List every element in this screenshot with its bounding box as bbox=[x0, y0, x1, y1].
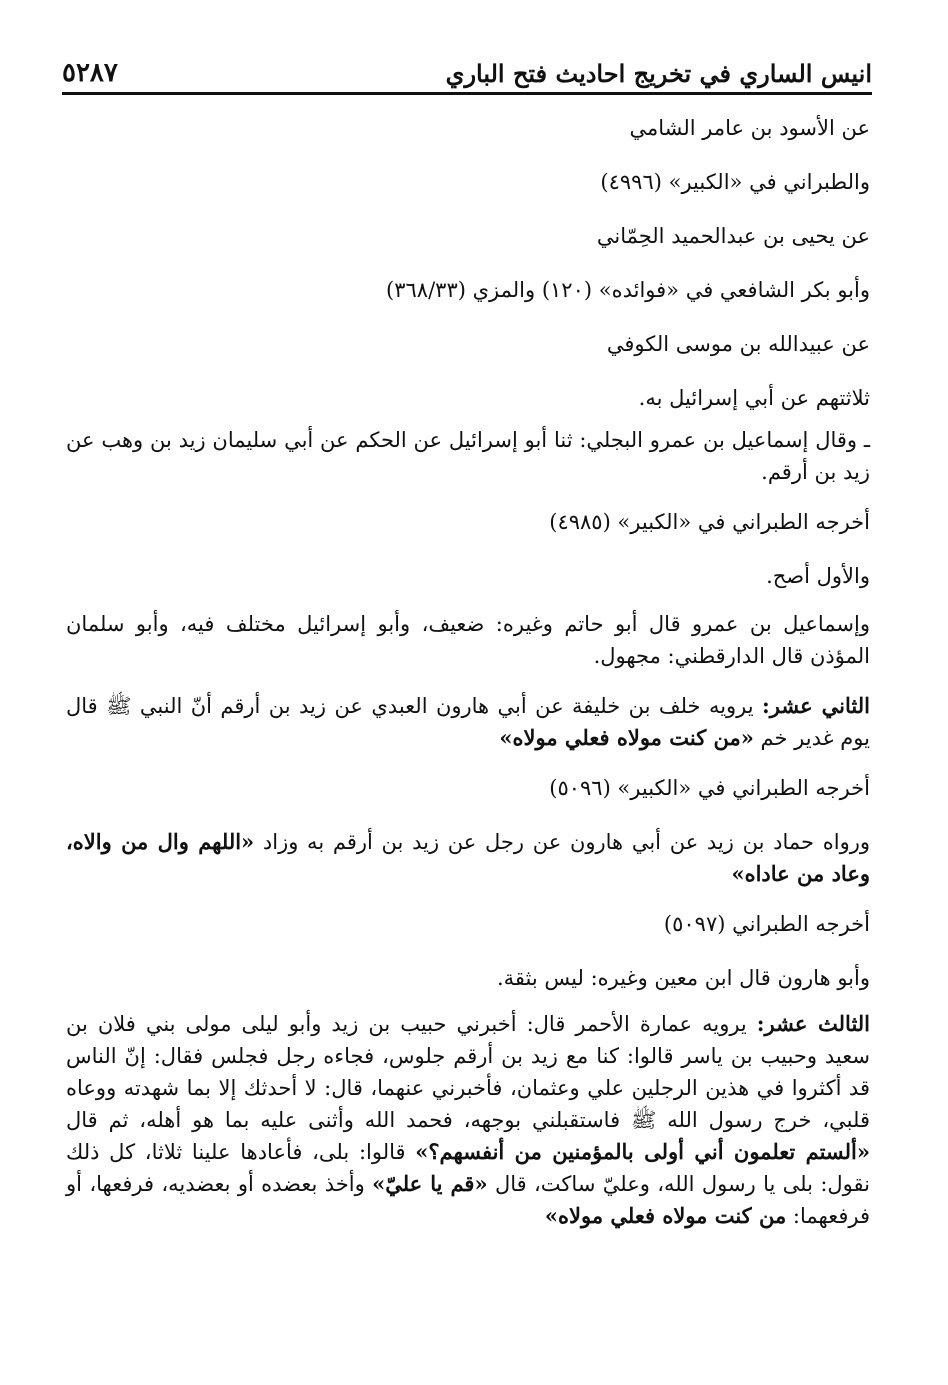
text-line: والطبراني في «الكبير» (٤٩٩٦) bbox=[600, 170, 870, 194]
hadith-quote: «من كنت مولاه فعلي مولاه» bbox=[499, 725, 754, 750]
section-thirteenth bbox=[66, 1008, 870, 1232]
paragraph-text: ورواه حماد بن زيد عن أبي هارون عن رجل عن زيد بن أرقم به وزاد bbox=[254, 830, 871, 854]
text-line: ثلاثتهم عن أبي إسرائيل به. bbox=[638, 386, 870, 410]
text-line: أخرجه الطبراني في «الكبير» (٥٠٩٦) bbox=[549, 776, 870, 800]
text-line: عن الأسود بن عامر الشامي bbox=[629, 116, 870, 140]
paragraph: ـ وقال إسماعيل بن عمرو البجلي: ثنا أبو إسرائيل عن الحكم عن أبي سليمان زيد بن وهب عن زيد بن أرقم. bbox=[66, 428, 870, 484]
text-line: عن عبيدالله بن موسى الكوفي bbox=[606, 332, 870, 356]
section-text: قالوا: بلى، فأعادها علينا ثلاثا، كل ذلك نقول: بلى يا رسول الله، وعليّ ساكت، قال bbox=[66, 1140, 870, 1196]
text-line: والأول أصح. bbox=[766, 564, 870, 588]
hadith-quote: من كنت مولاه فعلي مولاه» bbox=[544, 1203, 787, 1228]
section-twelfth bbox=[66, 690, 870, 754]
paragraph: وإسماعيل بن عمرو قال أبو حاتم وغيره: ضعيف، وأبو إسرائيل مختلف فيه، وأبو سلمان المؤذن قال الدارقطني: مجهول. bbox=[66, 612, 870, 668]
text-line: أخرجه الطبراني في «الكبير» (٤٩٨٥) bbox=[549, 510, 870, 534]
running-title: انيس الساري في تخريج احاديث فتح الباري bbox=[445, 59, 872, 88]
section-label: الثاني عشر: bbox=[762, 693, 870, 718]
section-text: يرويه عمارة الأحمر قال: أخبرني حبيب بن زيد وأبو ليلى مولى بني فلان بن سعيد وحبيب بن ياسر قالوا: كنا مع زيد بن أرقم جلوس، فجاءه رجل فجلس فقال: إنّ الناس قد أكثروا في هذين الرجلين علي وعثمان، فأخبرني عنهما، قال: لا أحدثك إلا بما شهدته ووعاه قلبي، خرج رسول الله ﷺ فاستقبلني بوجهه، فحمد الله وأثنى عليه بما هو أهله، ثم قال bbox=[66, 1012, 870, 1132]
page-number: ٥٢٨٧ bbox=[62, 58, 118, 88]
hadith-quote: «اللهم وال من والاه، وعاد من عاداه» bbox=[66, 829, 870, 886]
section-text: وأخذ بعضده أو بعضديه، فرفعها، أو فرفعهما: bbox=[66, 1172, 870, 1228]
section-label: الثالث عشر: bbox=[756, 1011, 871, 1036]
page-body bbox=[66, 112, 870, 1250]
page-header bbox=[62, 52, 872, 95]
section-text: يرويه خلف بن خليفة عن أبي هارون العبدي عن زيد بن أرقم أنّ النبي ﷺ قال يوم غدير خم bbox=[66, 694, 870, 750]
hadith-quote: «قم يا عليّ» bbox=[372, 1171, 488, 1196]
paragraph-hammad bbox=[66, 826, 870, 890]
text-line: وأبو هارون قال ابن معين وغيره: ليس بثقة. bbox=[496, 966, 870, 990]
text-line: عن يحيى بن عبدالحميد الحِمّاني bbox=[596, 224, 870, 248]
text-line: أخرجه الطبراني (٥٠٩٧) bbox=[663, 912, 870, 936]
text-line: وأبو بكر الشافعي في «فوائده» (١٢٠) والمزي (٣٦٨/٣٣) bbox=[386, 278, 870, 302]
hadith-quote: «ألستم تعلمون أني أولى بالمؤمنين من أنفسهم؟» bbox=[415, 1139, 871, 1164]
